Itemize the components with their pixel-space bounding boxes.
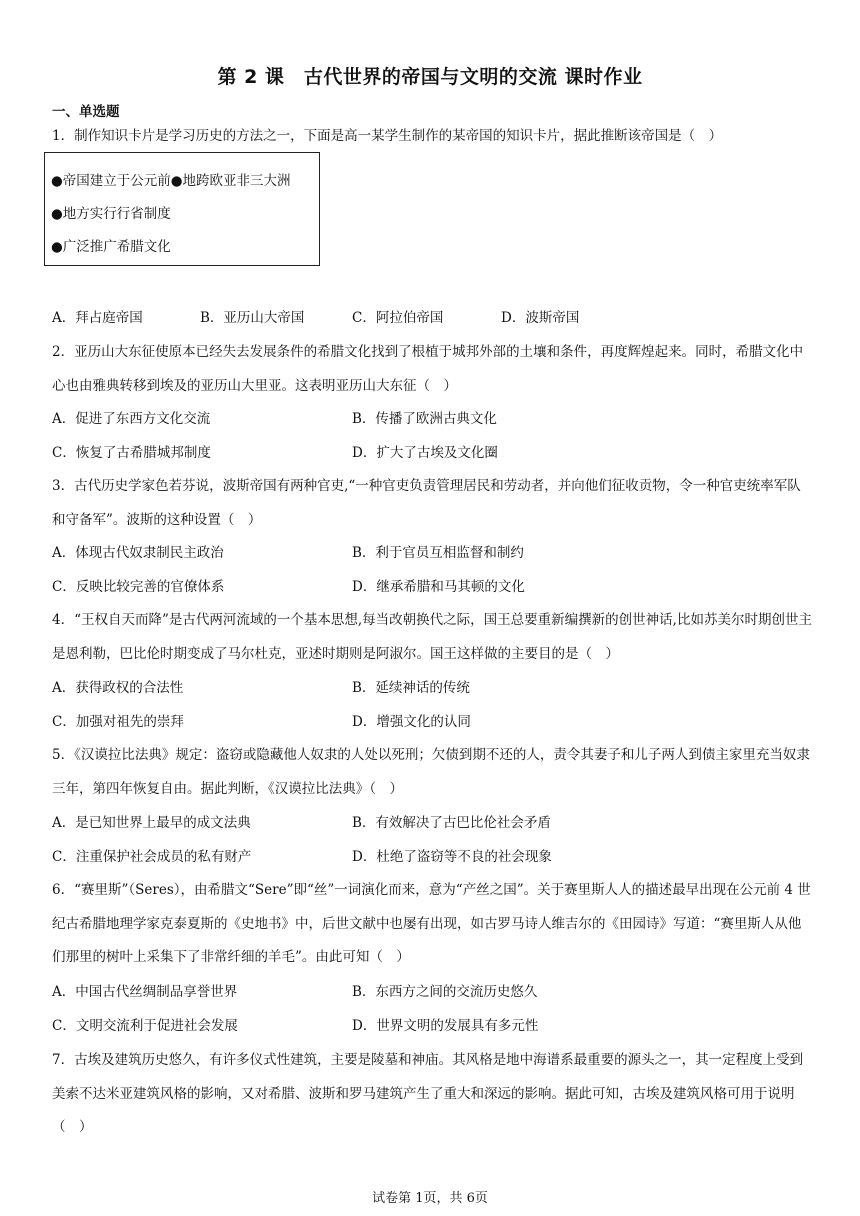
option-b[interactable]: B．有效解决了古巴比伦社会矛盾 <box>352 815 551 831</box>
option-c[interactable]: C．文明交流利于促进社会发展 <box>52 1017 238 1034</box>
option-a[interactable]: A．促进了东西方文化交流 <box>52 411 211 427</box>
question-5-options <box>52 807 812 874</box>
option-b[interactable]: B．传播了欧洲古典文化 <box>352 411 497 427</box>
option-d[interactable]: D．杜绝了盗窃等不良的社会现象 <box>352 848 552 865</box>
question-3-stem: 3．古代历史学家色若芬说，波斯帝国有两种官吏,“一种官吏负责管理居民和劳动者，并向他们征收贡物，令一种官吏统率军队和守备军”。波斯的这种设置（ ） <box>52 478 801 528</box>
page-title: 第 2 课 古代世界的帝国与文明的交流 课时作业 <box>217 66 643 88</box>
question-4-stem: 4．“王权自天而降”是古代两河流域的一个基本思想,每当改朝换代之际，国王总要重新编撰新的创世神话,比如苏美尔时期创世主是恩利勒，巴比伦时期变成了马尔杜克，亚述时期则是阿淑尔。国王这样做的主要目的是（ ） <box>52 612 812 662</box>
card-line-3: ●广泛推广希腊文化 <box>51 239 171 255</box>
card-line-2: ●地方实行行省制度 <box>51 206 171 222</box>
question-1-options <box>52 302 812 336</box>
question-7-stem: 7．古埃及建筑历史悠久，有许多仪式性建筑，主要是陵墓和神庙。其风格是地中海谱系最重要的源头之一，其一定程度上受到美索不达米亚建筑风格的影响，又对希腊、波斯和罗马建筑产生了重大和深远的影响。据此可知，古埃及建筑风格可用于说明（ ） <box>52 1052 804 1135</box>
option-b[interactable]: B．利于官员互相监督和制约 <box>352 545 524 561</box>
option-c[interactable]: C．加强对祖先的崇拜 <box>52 713 184 730</box>
page-footer: 试卷第 1页，共 6页 <box>372 1191 488 1206</box>
option-d[interactable]: D．继承希腊和马其顿的文化 <box>352 578 525 595</box>
option-b[interactable]: B．延续神话的传统 <box>352 680 470 696</box>
option-d[interactable]: D．波斯帝国 <box>501 310 580 326</box>
question-5-stem: 5．《汉谟拉比法典》规定：盗窃或隐藏他人奴隶的人处以死刑；欠债到期不还的人，责令其妻子和儿子两人到债主家里充当奴隶三年，第四年恢复自由。据此判断，《汉谟拉比法典》（ ） <box>52 747 810 797</box>
card-line-1: ●帝国建立于公元前●地跨欧亚非三大洲 <box>51 173 291 189</box>
question-6-stem: 6．“赛里斯”（Seres），由希腊文“Sere”即“丝”一词演化而来，意为“产丝之国”。关于赛里斯人人的描述最早出现在公元前 4 世纪古希腊地理学家克泰夏斯的《史地书》中，后世文献中也屡有出现，如古罗马诗人维吉尔的《田园诗》写道：“赛里斯人从他们那里的树叶上采集下了非常纤细的羊毛”。由此可知（ ） <box>52 882 811 965</box>
question-3-options <box>52 537 812 604</box>
option-c[interactable]: C．阿拉伯帝国 <box>352 310 444 326</box>
option-a[interactable]: A．获得政权的合法性 <box>52 680 184 696</box>
option-d[interactable]: D．增强文化的认同 <box>352 713 471 730</box>
option-c[interactable]: C．反映比较完善的官僚体系 <box>52 578 225 595</box>
option-a[interactable]: A．中国古代丝绸制品享誉世界 <box>52 984 238 1000</box>
option-d[interactable]: D．扩大了古埃及文化圈 <box>352 444 498 461</box>
question-1-stem: 1．制作知识卡片是学习历史的方法之一，下面是高一某学生制作的某帝国的知识卡片，据此推断该帝国是（ ） <box>52 128 723 144</box>
question-4-options <box>52 672 812 739</box>
option-b[interactable]: B．东西方之间的交流历史悠久 <box>352 984 538 1000</box>
question-2-stem: 2．亚历山大东征使原本已经失去发展条件的希腊文化找到了根植于城邦外部的土壤和条件，再度辉煌起来。同时，希腊文化中心也由雅典转移到埃及的亚历山大里亚。这表明亚历山大东征（ ） <box>52 344 804 394</box>
question-6-options <box>52 976 812 1043</box>
option-b[interactable]: B．亚历山大帝国 <box>200 310 305 326</box>
knowledge-card <box>44 152 320 266</box>
option-a[interactable]: A．拜占庭帝国 <box>52 310 143 326</box>
option-c[interactable]: C．注重保护社会成员的私有财产 <box>52 848 252 865</box>
option-a[interactable]: A．体现古代奴隶制民主政治 <box>52 545 224 561</box>
section-heading: 一、单选题 <box>52 104 120 120</box>
option-a[interactable]: A．是已知世界上最早的成文法典 <box>52 815 251 831</box>
option-c[interactable]: C．恢复了古希腊城邦制度 <box>52 444 211 461</box>
option-d[interactable]: D．世界文明的发展具有多元性 <box>352 1017 539 1034</box>
question-2-options <box>52 403 812 470</box>
